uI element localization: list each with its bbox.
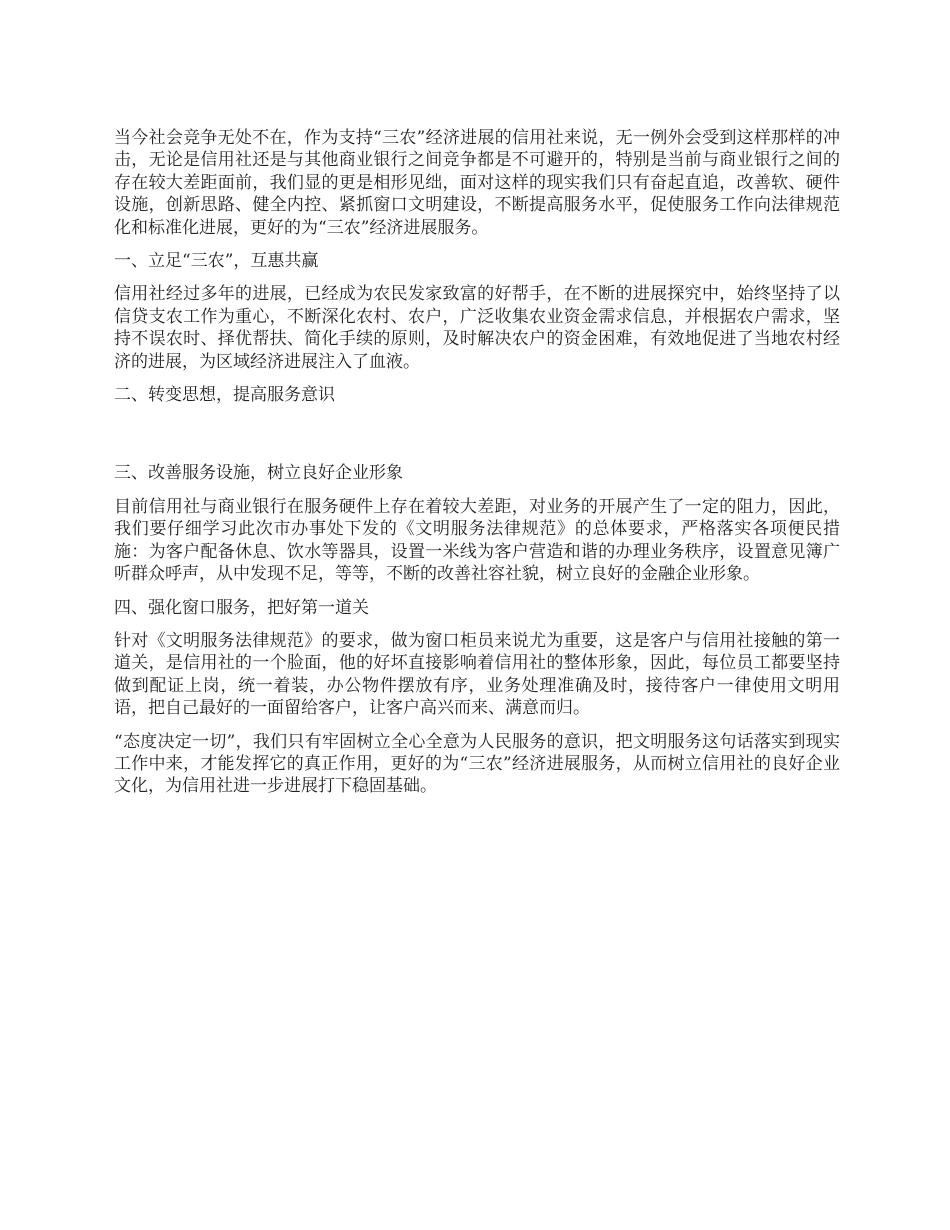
intro-paragraph: 当今社会竞争无处不在，作为支持“三农”经济进展的信用社来说，无一例外会受到这样那样的冲击，无论是信用社还是与其他商业银行之间竞争都是不可避开的，特别是当前与商业银行之间的存在较大差距面前，我们显的更是相形见绌，面对这样的现实我们只有奋起直追，改善软、硬件设施，创新思路、健全内控、紧抓窗口文明建设，不断提高服务水平，促使服务工作向法律规范化和标准化进展，更好的为“三农”经济进展服务。 <box>114 128 840 238</box>
section-heading-2: 二、转变思想，提高服务意识 <box>114 385 335 406</box>
section-body-1: 信用社经过多年的进展，已经成为农民发家致富的好帮手，在不断的进展探究中，始终坚持了以信贷支农工作为重心，不断深化农村、农户，广泛收集农业资金需求信息，并根据农户需求，坚持不误农时、择优帮扶、简化手续的原则，及时解决农户的资金困难，有效地促进了当地农村经济的进展，为区域经济进展注入了血液。 <box>114 284 840 372</box>
section-body-3: 目前信用社与商业银行在服务硬件上存在着较大差距，对业务的开展产生了一定的阻力，因此，我们要仔细学习此次市办事处下发的《文明服务法律规范》的总体要求，严格落实各项便民措施：为客户配备休息、饮水等器具，设置一米线为客户营造和谐的办理业务秩序，设置意见簿广听群众呼声，从中发现不足，等等，不断的改善社容社貌，树立良好的金融企业形象。 <box>114 496 840 585</box>
section-heading-4: 四、强化窗口服务，把好第一道关 <box>114 597 369 618</box>
section-heading-1: 一、立足“三农”，互惠共赢 <box>114 251 319 272</box>
conclusion-paragraph: “态度决定一切”，我们只有牢固树立全心全意为人民服务的意识，把文明服务这句话落实到现实工作中来，才能发挥它的真正作用，更好的为“三农”经济进展服务，从而树立信用社的良好企业文化，为信用社进一步进展打下稳固基础。 <box>114 731 840 797</box>
empty-section-space <box>114 417 840 462</box>
section-heading-3: 三、改善服务设施，树立良好企业形象 <box>114 463 403 484</box>
document-body <box>114 127 840 809</box>
section-body-4: 针对《文明服务法律规范》的要求，做为窗口柜员来说尤为重要，这是客户与信用社接触的第一道关，是信用社的一个脸面，他的好坏直接影响着信用社的整体形象，因此，每位员工都要坚持做到配证上岗，统一着装，办公物件摆放有序，业务处理准确及时，接待客户一律使用文明用语，把自己最好的一面留给客户，让客户高兴而来、满意而归。 <box>114 630 840 719</box>
